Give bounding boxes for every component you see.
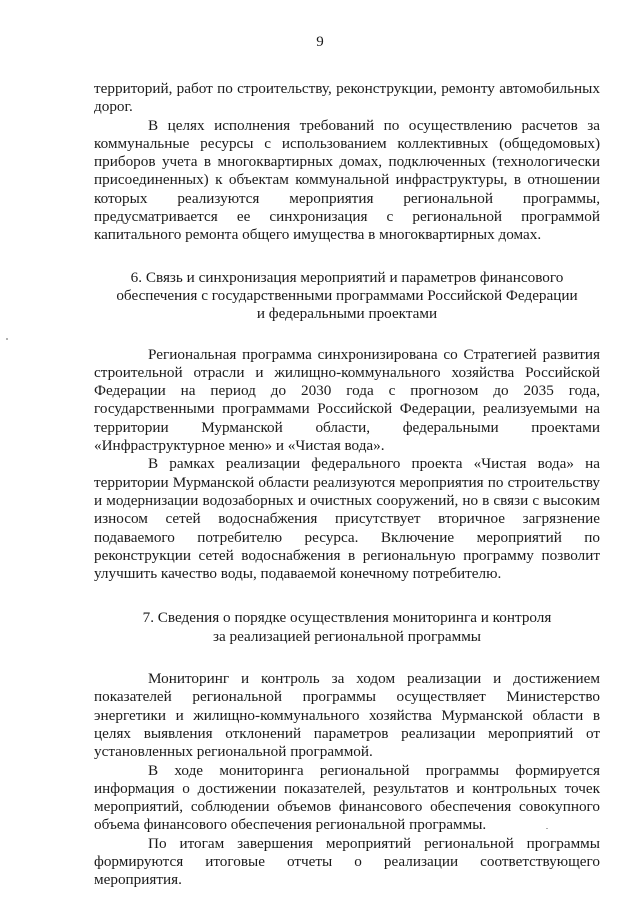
section-heading-line: 7. Сведения о порядке осуществления мониторинга и контроля [142, 609, 552, 627]
paragraph-continuation: территорий, работ по строительству, реконструкции, ремонту автомобильных дорог. [94, 80, 600, 116]
scan-speck [6, 338, 8, 340]
section-7-body [94, 670, 600, 890]
section-heading-line: обеспечения с государственными программами Российской Федерации [116, 286, 578, 304]
section-heading-line: 6. Связь и синхронизация мероприятий и параметров финансового [130, 268, 564, 286]
paragraph-strategy-sync: Региональная программа синхронизирована со Стратегией развития строительной отрасли и жилищно-коммунального хозяйства Российской Федерации на период до 2030 года с прогнозом до 2035 года, государственными программами Российской Федерации, реализуемыми на территории Мурманской области, федеральными проектами «Инфраструктурное меню» и «Чистая вода». [94, 345, 600, 455]
section-6-heading [94, 269, 600, 324]
paragraph-monitoring-info: В ходе мониторинга региональной программы формируется информация о достижении показателей, результатов и контрольных точек мероприятий, соблюдении объемов финансового обеспечения совокупного объема финансового обеспечения региональной программы. [94, 761, 600, 834]
paragraph-final-reports: По итогам завершения мероприятий региональной программы формируются итоговые отчеты о реализации соответствующего мероприятия. [94, 834, 600, 889]
paragraph-clean-water: В рамках реализации федерального проекта «Чистая вода» на территории Мурманской области реализуются мероприятия по строительству и модернизации водозаборных и очистных сооружений, но в связи с высоким износом сетей водоснабжения присутствует вторичное загрязнение подаваемого потребителю ресурса. Включение мероприятий по реконструкции сетей водоснабжения в региональную программу позволит улучшить качество воды, подаваемой конечному потребителю. [94, 455, 600, 583]
section-heading-line: и федеральными проектами [256, 305, 438, 323]
page-number: 9 [316, 34, 324, 50]
section-heading-line: за реализацией региональной программы [212, 627, 482, 645]
paragraph-metering-sync: В целях исполнения требований по осуществлению расчетов за коммунальные ресурсы с использованием коллективных (общедомовых) приборов учета в многоквартирных домах, подключенных (технологически присоединенных) к объектам коммунальной инфраструктуры, в отношении которых реализуются мероприятия региональной программы, предусматривается ее синхронизация с региональной программой капитального ремонта общего имущества в многоквартирных домах. [94, 116, 600, 244]
paragraph-monitoring: Мониторинг и контроль за ходом реализации и достижением показателей региональной программы осуществляет Министерство энергетики и жилищно-коммунального хозяйства Мурманской области в целях выявления отклонений параметров реализации мероприятий от установленных региональной программой. [94, 670, 600, 761]
section-6-body [94, 346, 600, 584]
document-body [94, 80, 600, 890]
section-7-heading [94, 609, 600, 646]
